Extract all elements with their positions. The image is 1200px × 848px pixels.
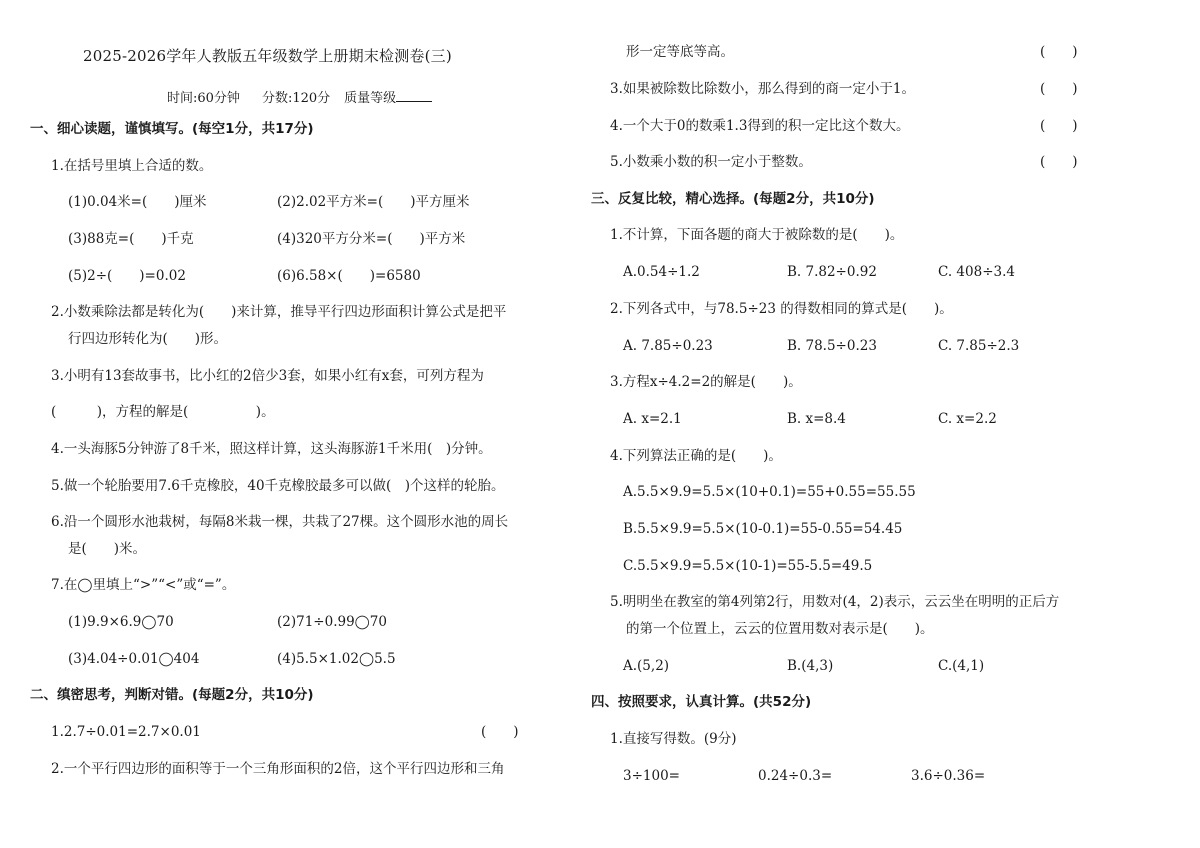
time-info: 时间:60分钟 [167, 91, 240, 106]
section-1-header: 一、细心读题，谨慎填写。(每空1分，共17分) [30, 121, 314, 137]
s3-q5-line1: 5.明明坐在教室的第4列第2行，用数对(4，2)表示，云云坐在明明的正后方 [610, 594, 1060, 610]
s1-q7-item: (3)4.04÷0.01◯404 [68, 651, 200, 667]
s3-q1: 1.不计算，下面各题的商大于被除数的是( )。 [610, 227, 904, 243]
s1-q1-item: (4)320平方分米=( )平方米 [277, 231, 466, 247]
s3-q5-option-b: B.(4,3) [787, 658, 834, 674]
s4-q1: 1.直接写得数。(9分) [610, 731, 737, 747]
s4-q1-item: 0.24÷0.3= [758, 768, 833, 784]
s3-q2-option-a: A. 7.85÷0.23 [623, 338, 713, 354]
s3-q3-option-b: B. x=8.4 [787, 411, 846, 427]
s1-q2-line2: 行四边形转化为( )形。 [68, 331, 228, 347]
s1-q7-item: (4)5.5×1.02◯5.5 [277, 651, 396, 667]
s3-q4-option-c: C.5.5×9.9=5.5×(10-1)=55-5.5=49.5 [623, 558, 873, 574]
s1-q7: 7.在◯里填上“>”“<”或“=”。 [51, 577, 236, 593]
s1-q4: 4.一头海豚5分钟游了8千米，照这样计算，这头海豚游1千米用( )分钟。 [51, 441, 492, 457]
s2-q2-line1: 2.一个平行四边形的面积等于一个三角形面积的2倍，这个平行四边形和三角 [51, 761, 505, 777]
s3-q5-option-a: A.(5,2) [623, 658, 670, 674]
section-4-header: 四、按照要求，认真计算。(共52分) [591, 694, 812, 710]
s2-q5-answer-paren: ( ) [1040, 154, 1078, 170]
s4-q1-item: 3.6÷0.36= [911, 768, 986, 784]
s3-q5-option-c: C.(4,1) [938, 658, 985, 674]
s3-q3-option-c: C. x=2.2 [938, 411, 997, 427]
s1-q7-item: (1)9.9×6.9◯70 [68, 614, 174, 630]
s3-q1-option-b: B. 7.82÷0.92 [787, 264, 877, 280]
section-2-header: 二、缜密思考，判断对错。(每题2分，共10分) [30, 687, 314, 703]
s4-q1-item: 3÷100= [623, 768, 680, 784]
s3-q5-line2: 的第一个位置上，云云的位置用数对表示是( )。 [626, 621, 934, 637]
s3-q2-option-c: C. 7.85÷2.3 [938, 338, 1020, 354]
s1-q1-item: (1)0.04米=( )厘米 [68, 194, 207, 210]
info-line [167, 89, 432, 105]
grade-info: 质量等级 [344, 91, 397, 106]
s3-q2: 2.下列各式中，与78.5÷23 的得数相同的算式是( )。 [610, 301, 953, 317]
s3-q1-option-c: C. 408÷3.4 [938, 264, 1015, 280]
s2-q5: 5.小数乘小数的积一定小于整数。 [610, 154, 812, 170]
s1-q7-item: (2)71÷0.99◯70 [277, 614, 387, 630]
s1-q1: 1.在括号里填上合适的数。 [51, 158, 213, 174]
s3-q1-option-a: A.0.54÷1.2 [623, 264, 700, 280]
s1-q1-item: (3)88克=( )千克 [68, 231, 194, 247]
s3-q4-option-b: B.5.5×9.9=5.5×(10-0.1)=55-0.55=54.45 [623, 521, 903, 537]
s2-q1-answer-paren: ( ) [481, 724, 519, 740]
s2-q3-answer-paren: ( ) [1040, 81, 1078, 97]
s3-q4: 4.下列算法正确的是( )。 [610, 448, 782, 464]
s1-q1-item: (5)2÷( )=0.02 [68, 268, 186, 284]
s1-q3-line1: 3.小明有13套故事书，比小红的2倍少3套，如果小红有x套，可列方程为 [51, 368, 484, 384]
s3-q4-option-a: A.5.5×9.9=5.5×(10+0.1)=55+0.55=55.55 [623, 484, 916, 500]
grade-blank [396, 89, 432, 102]
s3-q3: 3.方程x÷4.2=2的解是( )。 [610, 374, 802, 390]
s2-q4-answer-paren: ( ) [1040, 118, 1078, 134]
s1-q2-line1: 2.小数乘除法都是转化为( )来计算，推导平行四边形面积计算公式是把平 [51, 304, 507, 320]
s1-q1-item: (6)6.58×( )=6580 [277, 268, 421, 284]
score-info: 分数:120分 [261, 91, 331, 106]
s2-q4: 4.一个大于0的数乘1.3得到的积一定比这个数大。 [610, 118, 910, 134]
s2-q3: 3.如果被除数比除数小，那么得到的商一定小于1。 [610, 81, 915, 97]
s3-q3-option-a: A. x=2.1 [623, 411, 682, 427]
s2-q2-answer-paren: ( ) [1040, 44, 1078, 60]
page-title: 2025-2026学年人教版五年级数学上册期末检测卷(三) [83, 47, 452, 65]
s1-q1-item: (2)2.02平方米=( )平方厘米 [277, 194, 470, 210]
s1-q6-line1: 6.沿一个圆形水池栽树，每隔8米栽一棵，共栽了27棵。这个圆形水池的周长 [51, 514, 509, 530]
s1-q6-line2: 是( )米。 [68, 541, 147, 557]
s2-q2-line2: 形一定等底等高。 [626, 44, 734, 60]
s2-q1: 1.2.7÷0.01=2.7×0.01 [51, 724, 201, 740]
s1-q3-line2: ( )，方程的解是( )。 [51, 404, 275, 420]
section-3-header: 三、反复比较，精心选择。(每题2分，共10分) [591, 191, 875, 207]
s3-q2-option-b: B. 78.5÷0.23 [787, 338, 877, 354]
s1-q5: 5.做一个轮胎要用7.6千克橡胶，40千克橡胶最多可以做( )个这样的轮胎。 [51, 478, 505, 494]
